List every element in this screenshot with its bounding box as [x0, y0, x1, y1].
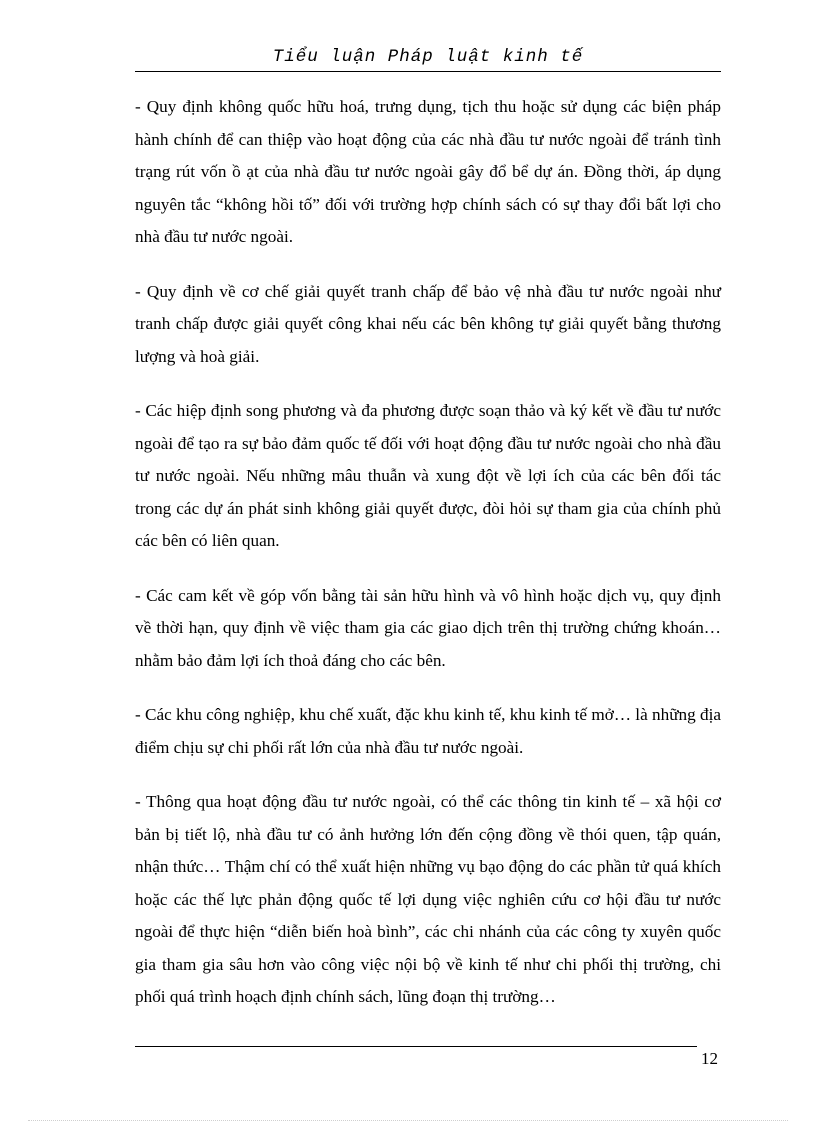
- paragraph: - Các khu công nghiệp, khu chế xuất, đặc khu kinh tế, khu kinh tế mở… là những địa điểm chịu sự chi phối rất lớn của nhà đầu tư nước ngoài.: [135, 705, 721, 757]
- page-bottom-edge: [28, 1120, 788, 1121]
- page-header-title: Tiểu luận Pháp luật kinh tế: [272, 47, 584, 67]
- header-divider: [135, 71, 721, 72]
- paragraph: - Các hiệp định song phương và đa phương được soạn thảo và ký kết về đầu tư nước ngoài để tạo ra sự bảo đảm quốc tế đối với hoạt động đầu tư nước ngoài cho nhà đầu tư nước ngoài. Nếu những mâu thuẫn và xung đột về lợi ích của các bên đối tác trong các dự án phát sinh không giải quyết được, đòi hỏi sự tham gia của chính phủ các bên có liên quan.: [135, 401, 721, 550]
- page-number: 12: [701, 1049, 718, 1068]
- paragraph: - Thông qua hoạt động đầu tư nước ngoài, có thể các thông tin kinh tế – xã hội cơ bản bị tiết lộ, nhà đầu tư có ảnh hưởng lớn đến cộng đồng về thói quen, tập quán, nhận thức… Thậm chí có thể xuất hiện những vụ bạo động do các phần tử quá khích hoặc các thế lực phản động quốc tế lợi dụng việc nghiên cứu cơ hội đầu tư nước ngoài để thực hiện “diễn biến hoà bình”, các chi nhánh của các công ty xuyên quốc gia tham gia sâu hơn vào công việc nội bộ về kinh tế như chi phối thị trường, chi phối quá trình hoạch định chính sách, lũng đoạn thị trường…: [135, 792, 721, 1006]
- footer-divider: [135, 1046, 697, 1047]
- document-body: [135, 91, 721, 1036]
- paragraph: - Quy định không quốc hữu hoá, trưng dụng, tịch thu hoặc sử dụng các biện pháp hành chính để can thiệp vào hoạt động của các nhà đầu tư nước ngoài để tránh tình trạng rút vốn ồ ạt của nhà đầu tư nước ngoài gây đổ bể dự án. Đồng thời, áp dụng nguyên tắc “không hồi tố” đối với trường hợp chính sách có sự thay đổi bất lợi cho nhà đầu tư nước ngoài.: [135, 97, 721, 246]
- paragraph: - Quy định về cơ chế giải quyết tranh chấp để bảo vệ nhà đầu tư nước ngoài như tranh chấp được giải quyết công khai nếu các bên không tự giải quyết bằng thương lượng và hoà giải.: [135, 281, 721, 366]
- paragraph: - Các cam kết về góp vốn bằng tài sản hữu hình và vô hình hoặc dịch vụ, quy định về thời hạn, quy định về việc tham gia các giao dịch trên thị trường chứng khoán… nhằm bảo đảm lợi ích thoả đáng cho các bên.: [135, 585, 721, 670]
